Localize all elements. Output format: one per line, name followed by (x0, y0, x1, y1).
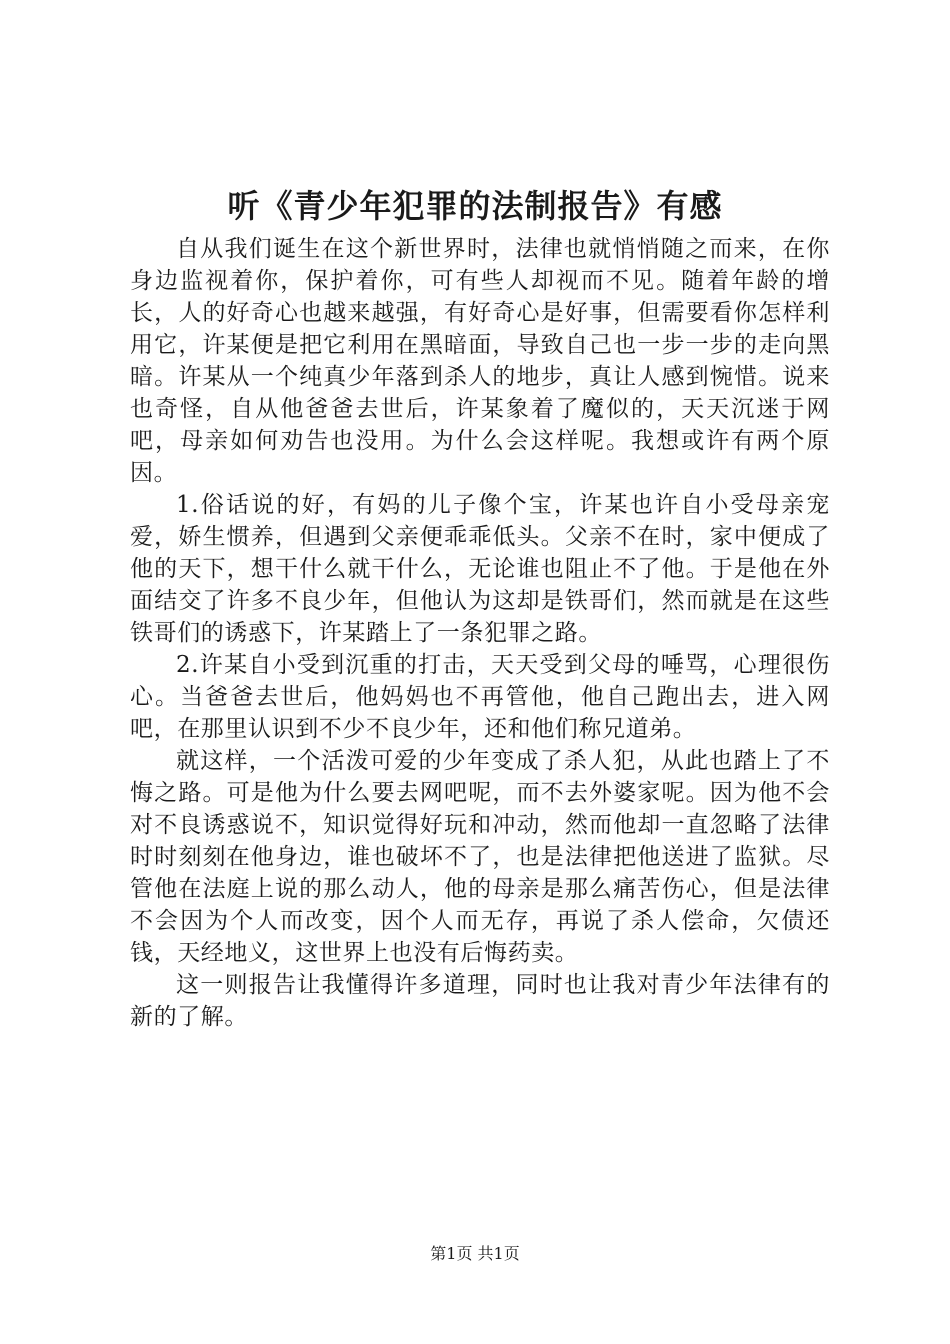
paragraph-conclusion: 这一则报告让我懂得许多道理，同时也让我对青少年法律有的新的了解。 (130, 972, 830, 1030)
paragraph-intro: 自从我们诞生在这个新世界时，法律也就悄悄随之而来，在你身边监视着你，保护着你，可有些人却视而不见。随着年龄的增长，人的好奇心也越来越强，有好奇心是好事，但需要看你怎样利用它，许某便是把它利用在黑暗面，导致自己也一步一步的走向黑暗。许某从一个纯真少年落到杀人的地步，真让人感到惋惜。说来也奇怪，自从他爸爸去世后，许某象着了魔似的，天天沉迷于网吧，母亲如何劝告也没用。为什么会这样呢。我想或许有两个原因。 (130, 236, 830, 486)
page-number-footer: 第1页 共1页 (430, 1244, 520, 1263)
document-body (130, 233, 830, 1033)
paragraph-reason-1: 1.俗话说的好，有妈的儿子像个宝，许某也许自小受母亲宠爱，娇生惯养，但遇到父亲便乖乖低头。父亲不在时，家中便成了他的天下，想干什么就干什么，无论谁也阻止不了他。于是他在外面结交了许多不良少年，但他认为这却是铁哥们，然而就是在这些铁哥们的诱惑下，许某踏上了一条犯罪之路。 (130, 492, 830, 646)
paragraph-reason-2: 2.许某自小受到沉重的打击，天天受到父母的唾骂，心理很伤心。当爸爸去世后，他妈妈也不再管他，他自己跑出去，进入网吧，在那里认识到不少不良少年，还和他们称兄道弟。 (130, 652, 830, 742)
document-title: 听《青少年犯罪的法制报告》有感 (227, 187, 723, 225)
paragraph-consequence: 就这样，一个活泼可爱的少年变成了杀人犯，从此也踏上了不悔之路。可是他为什么要去网吧呢，而不去外婆家呢。因为他不会对不良诱惑说不，知识觉得好玩和冲动，然而他却一直忽略了法律时时刻刻在他身边，谁也破坏不了，也是法律把他送进了监狱。尽管他在法庭上说的那么动人，他的母亲是那么痛苦伤心，但是法律不会因为个人而改变，因个人而无存，再说了杀人偿命，欠债还钱，天经地义，这世界上也没有后悔药卖。 (130, 748, 830, 966)
